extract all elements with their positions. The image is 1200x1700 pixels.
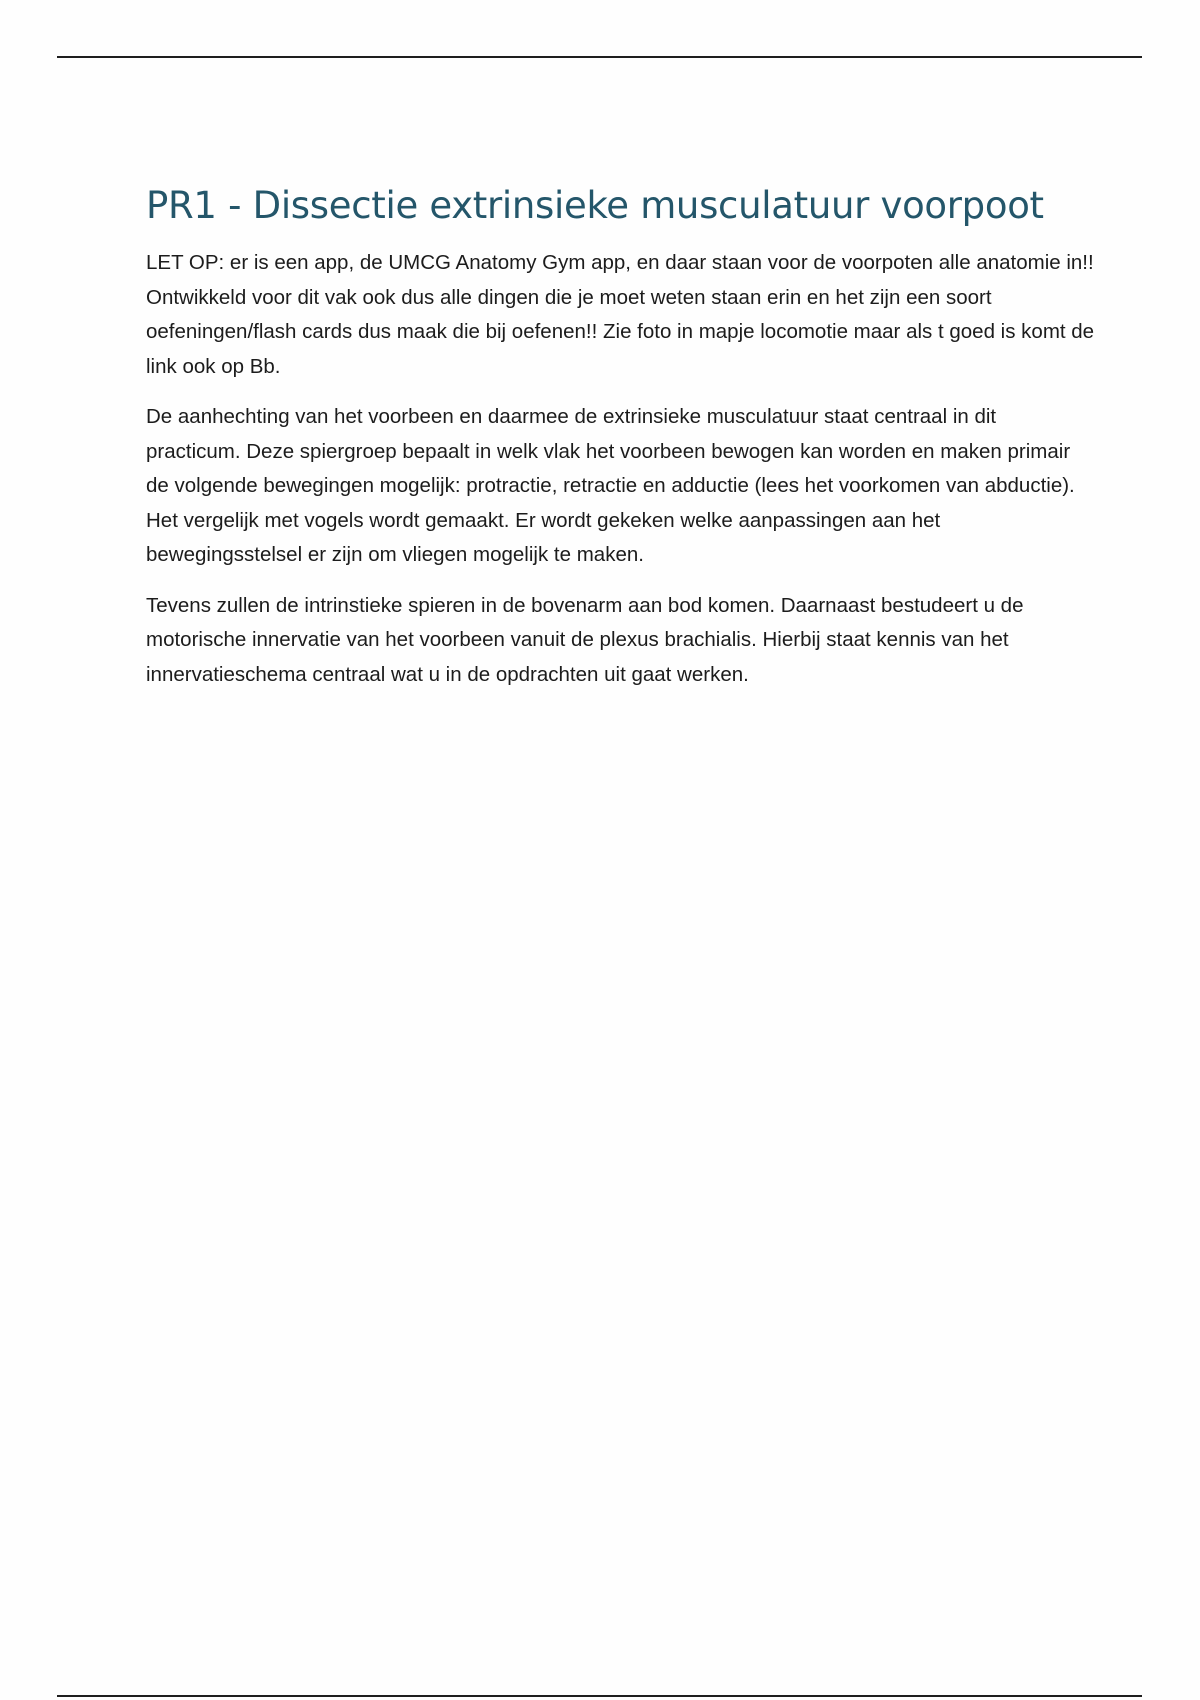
paragraph-intrinsic-innervation: Tevens zullen de intrinstieke spieren in de bovenarm aan bod komen. Daarnaast bestudeert u de motorische innervatie van het voorbeen vanuit de plexus brachialis. Hierbij staat kennis van het innervatieschema centraal wat u in de opdrachten uit gaat werken.	[146, 593, 1024, 686]
paragraph-extrinsic-muscles: De aanhechting van het voorbeen en daarmee de extrinsieke musculatuur staat centraal in dit practicum. Deze spiergroep bepaalt in welk vlak het voorbeen bewogen kan worden en maken primair de volgende bewegingen mogelijk: protractie, retractie en adductie (lees het voorkomen van abductie). Het vergelijk met vogels wordt gemaakt. Er wordt gekeken welke aanpassingen aan het bewegingsstelsel er zijn om vliegen mogelijk te maken.	[146, 405, 1075, 566]
paragraph-app-notice: LET OP: er is een app, de UMCG Anatomy Gym app, en daar staan voor de voorpoten alle anatomie in!! Ontwikkeld voor dit vak ook dus alle dingen die je moet weten staan erin en het zijn een soort oefeningen/flash cards dus maak die bij oefenen!! Zie foto in mapje locomotie maar als t goed is komt de link ook op Bb.	[146, 251, 1095, 378]
footer-rule	[57, 1695, 1142, 1697]
document-body	[146, 180, 1096, 708]
page-title: PR1 - Dissectie extrinsieke musculatuur voorpoot	[146, 184, 1044, 227]
header-rule	[57, 56, 1142, 58]
